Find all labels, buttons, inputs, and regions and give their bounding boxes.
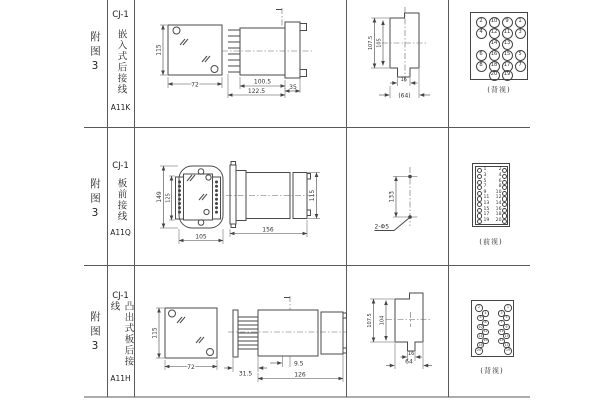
terminal-hole [477, 180, 482, 185]
terminal-number: 11 [483, 195, 490, 201]
terminal-4: 4 [482, 310, 488, 316]
model-name: CJ-1 [112, 291, 129, 301]
figure-label-text: 附图3 [89, 31, 101, 76]
terminal-14: 14 [489, 39, 500, 50]
terminal-hole [502, 208, 507, 213]
terminal-13: 13 [502, 39, 513, 50]
terminal-number: 14 [495, 201, 502, 207]
screw-hole-icon [198, 169, 204, 175]
terminal-6: 6 [477, 315, 483, 321]
terminal-hole [502, 213, 507, 218]
terminal-number: 5 [483, 178, 487, 184]
dim-label: 16 [400, 77, 407, 83]
dim-label: 72 [187, 363, 195, 371]
screw-hole-icon [207, 349, 214, 356]
terminal-hole [477, 208, 482, 213]
dim-label: 115 [151, 327, 159, 339]
dim-label: 9.5 [294, 360, 304, 368]
dim-label: (64) [398, 92, 411, 100]
screw-hole-icon [204, 209, 209, 214]
screw-hole-icon [206, 175, 211, 180]
dim-label: 149 [156, 191, 163, 203]
dim-label: 156 [262, 226, 274, 234]
terminal-16: 16 [483, 338, 488, 343]
row3-terminal-caption: (背视) [480, 367, 504, 375]
terminal-number: 17 [483, 212, 490, 218]
dim-label: 100.5 [253, 78, 272, 86]
dim-label: 115 [309, 189, 316, 202]
terminal-number: 7 [483, 184, 487, 190]
terminal-number: 4 [498, 172, 502, 178]
terminal-7: 7 [515, 61, 526, 72]
terminal-20: 20 [489, 70, 500, 81]
dim-label: 107.5 [367, 313, 373, 328]
terminal-number: 16 [495, 206, 502, 212]
dim-label: 16 [408, 351, 415, 357]
row3-figure-label [84, 311, 107, 356]
terminal-9: 9 [503, 324, 509, 330]
terminal-18: 18 [478, 342, 483, 347]
terminal-11: 11 [499, 329, 504, 334]
row1-terminal-caption: (背视) [487, 86, 511, 94]
terminal-18: 18 [489, 61, 500, 72]
terminal-number: 18 [495, 212, 502, 218]
row1-type-label [107, 10, 134, 112]
terminal-3: 3 [515, 28, 526, 39]
row3-panel-cutout-drawing [367, 293, 432, 369]
mounting-style-label: 凸出式板后接线 [108, 301, 134, 367]
row1-figure-label [84, 31, 107, 76]
terminal-number: 8 [498, 184, 502, 190]
terminal-10: 10 [478, 324, 483, 329]
row2-front-view-drawing [156, 166, 223, 244]
model-code: A11Q [110, 228, 131, 237]
dim-label: 105 [195, 233, 207, 241]
terminal-3: 3 [498, 310, 504, 316]
dim-label: 115 [155, 44, 163, 56]
terminal-hole [502, 191, 507, 196]
terminal-number: 19 [483, 218, 490, 224]
terminal-2: 2 [475, 304, 483, 312]
dim-label: 133 [388, 191, 396, 203]
terminal-9: 9 [502, 17, 513, 28]
dim-label: 125 [165, 193, 172, 203]
row2-side-view-drawing [226, 162, 320, 238]
row3-terminal-view-back [471, 300, 514, 357]
dim-label: 72 [191, 81, 199, 89]
terminal-number: 15 [483, 206, 490, 212]
row3-front-view-drawing [152, 308, 218, 371]
screw-hole-icon [198, 220, 204, 226]
row1-front-view-drawing [156, 25, 223, 88]
screw-hole-icon [173, 27, 180, 34]
terminal-17: 17 [502, 61, 513, 72]
terminal-number: 9 [483, 189, 487, 195]
row3-side-view-drawing [224, 296, 347, 382]
model-code: A11H [110, 374, 131, 383]
glass-mark-icon [180, 39, 188, 45]
row2-drill-plan-drawing [375, 167, 418, 231]
glass-mark-icon [196, 337, 204, 343]
terminal-1: 1 [504, 304, 512, 312]
terminal-hole [477, 196, 482, 201]
screw-hole-icon [211, 66, 218, 73]
hole-spec-label: 2-Φ5 [374, 223, 390, 231]
terminal-number: 3 [483, 172, 487, 178]
row1-terminal-view-back [470, 12, 528, 80]
terminal-1: 1 [515, 17, 526, 28]
terminal-number: 2 [498, 167, 502, 173]
terminal-number: 1 [483, 167, 487, 173]
terminal-hole [502, 180, 507, 185]
screw-hole-icon [169, 310, 176, 317]
terminal-pins-icon [238, 317, 258, 349]
terminal-4: 4 [476, 28, 487, 39]
model-code: A11K [110, 103, 131, 112]
terminal-7: 7 [498, 320, 504, 326]
row3-type-label [107, 291, 134, 383]
dim-label: 122.5 [247, 88, 266, 95]
glass-mark-icon [187, 175, 195, 181]
row2-type-label [107, 161, 134, 237]
terminal-number: 10 [495, 189, 502, 195]
model-name: CJ-1 [112, 10, 129, 20]
terminal-19: 19 [504, 347, 512, 355]
terminal-19: 19 [502, 70, 513, 81]
figure-label-text: 附图3 [89, 311, 101, 356]
glass-mark-icon [199, 194, 207, 200]
glass-mark-icon [202, 56, 210, 62]
row2-terminal-caption: (前视) [479, 238, 503, 246]
terminal-5: 5 [503, 315, 509, 321]
row2-terminal-view-front [472, 163, 510, 227]
model-name: CJ-1 [112, 161, 129, 171]
dim-label: 104 [379, 315, 386, 326]
mounting-style-label: 板前接线 [115, 177, 127, 222]
terminal-16: 16 [489, 50, 500, 61]
dim-label: 31.5 [238, 370, 253, 378]
terminal-number: 20 [495, 218, 502, 224]
terminal-11: 11 [502, 28, 513, 39]
figure-label-text: 附图3 [89, 178, 101, 223]
dim-label: 105 [376, 38, 383, 48]
terminal-14: 14 [478, 333, 483, 338]
terminal-13: 13 [504, 333, 509, 338]
terminal-15: 15 [499, 338, 504, 343]
terminal-12: 12 [489, 28, 500, 39]
terminal-17: 17 [504, 342, 509, 347]
terminal-hole [502, 196, 507, 201]
row1-side-view-drawing [222, 8, 313, 98]
glass-mark-icon [177, 317, 185, 323]
mounting-style-label: 嵌入式后接线 [115, 28, 127, 95]
terminal-number: 12 [495, 195, 502, 201]
terminal-5: 5 [515, 50, 526, 61]
terminal-hole [477, 191, 482, 196]
terminal-2: 2 [476, 17, 487, 28]
dim-label: 35 [289, 84, 297, 91]
dim-label: 64 [405, 358, 413, 366]
terminal-8: 8 [476, 61, 487, 72]
terminal-6: 6 [476, 50, 487, 61]
terminal-10: 10 [489, 17, 500, 28]
terminal-number: 13 [483, 201, 490, 207]
terminal-number: 6 [498, 178, 502, 184]
terminal-15: 15 [502, 50, 513, 61]
terminal-20: 20 [475, 347, 483, 355]
dim-label: 126 [294, 371, 306, 379]
dim-label: 107.5 [368, 35, 374, 51]
row2-figure-label [84, 178, 107, 223]
terminal-12: 12 [483, 329, 488, 334]
row1-panel-cutout-drawing [368, 7, 430, 99]
terminal-hole [477, 213, 482, 218]
terminal-8: 8 [482, 320, 488, 326]
